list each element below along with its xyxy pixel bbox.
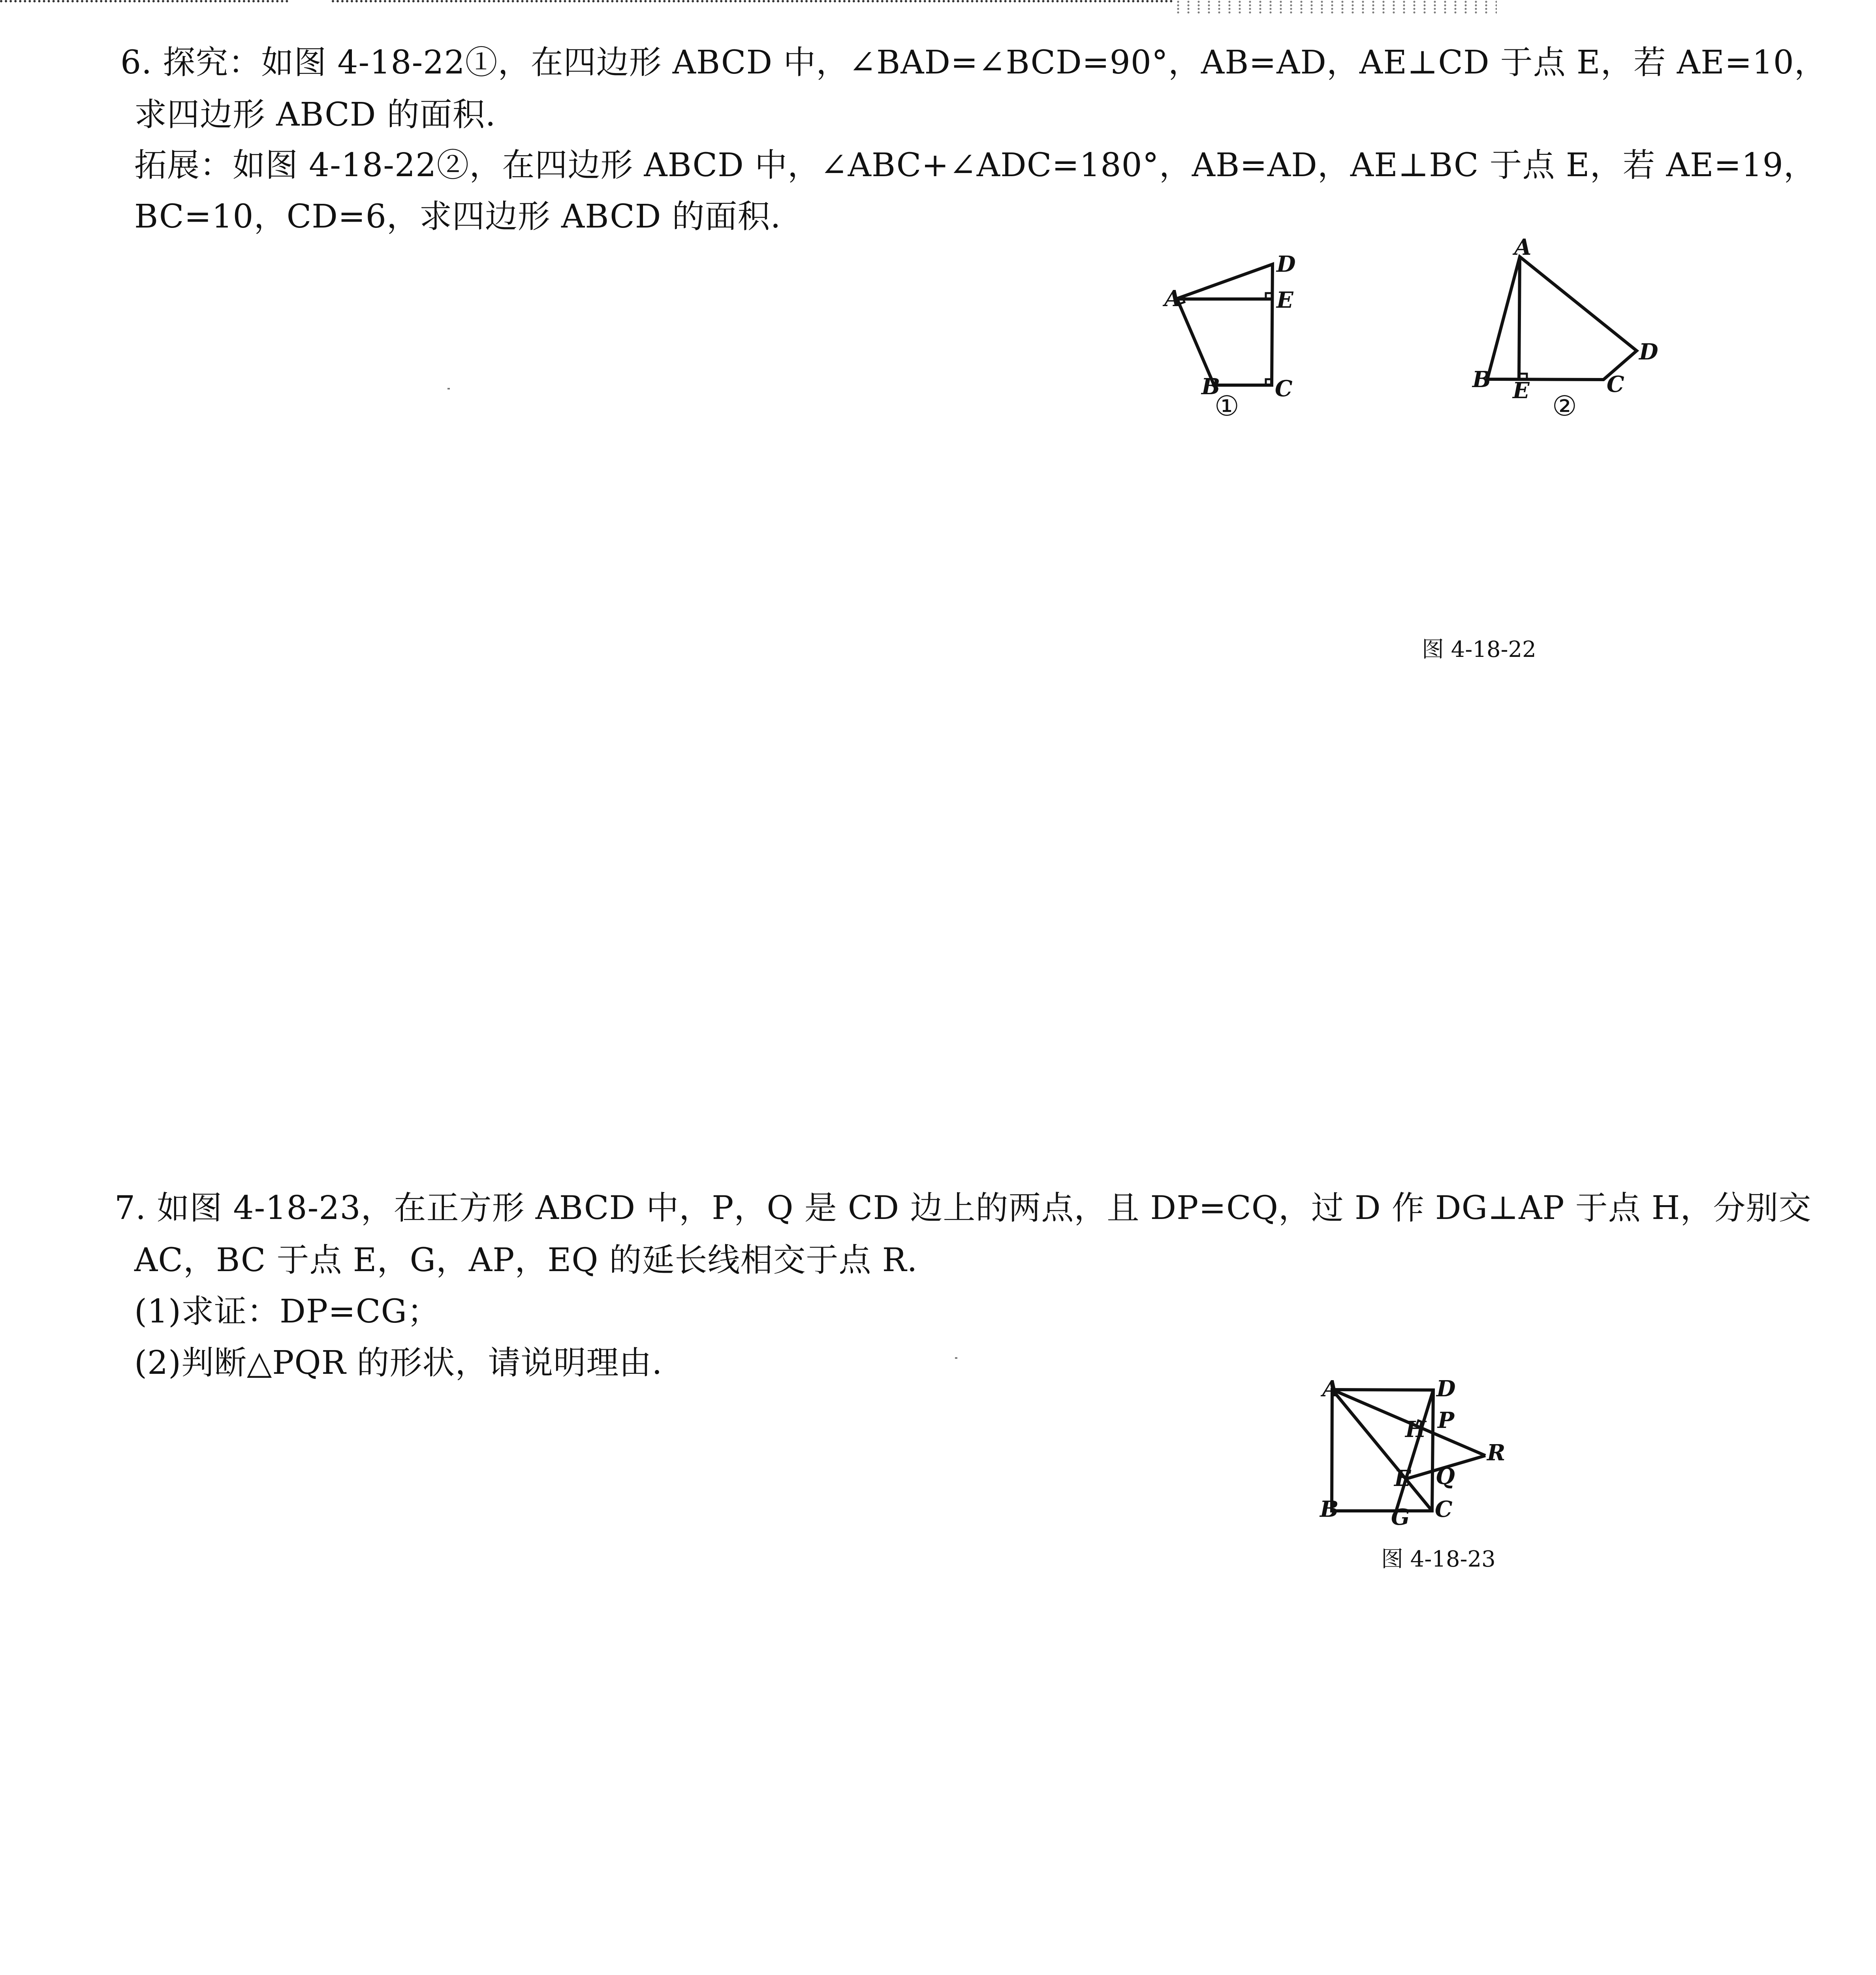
- label-b-2: B: [1472, 367, 1491, 393]
- question7-line1: 7. 如图 4-18-23，在正方形 ABCD 中，P，Q 是 CD 边上的两点，且 DP=CQ，过 D 作 DG⊥AP 于点 H，分别交: [115, 1189, 1812, 1227]
- label-d-2: D: [1639, 339, 1658, 365]
- label-c-3: C: [1435, 1496, 1453, 1522]
- label-c-2: C: [1607, 371, 1624, 397]
- label-e-1: E: [1276, 287, 1293, 313]
- question6-line1: 6. 探究：如图 4-18-22①，在四边形 ABCD 中，∠BAD=∠BCD=90°，AB=AD，AE⊥CD 于点 E，若 AE=10，: [120, 44, 1827, 81]
- question6-line2: 求四边形 ABCD 的面积.: [134, 96, 496, 134]
- label-e-2: E: [1513, 378, 1530, 404]
- question6-line3: 拓展：如图 4-18-22②，在四边形 ABCD 中，∠ABC+∠ADC=180°，AB=AD，AE⊥BC 于点 E，若 AE=19，: [134, 147, 1816, 184]
- scan-speck: [447, 388, 450, 389]
- label-c-1: C: [1275, 376, 1293, 402]
- figure-marker-2: ②: [1552, 390, 1577, 422]
- segment-dg: [1396, 1390, 1433, 1511]
- label-b-3: B: [1320, 1496, 1339, 1522]
- label-h-3: H: [1405, 1416, 1426, 1443]
- question6-line4: BC=10，CD=6，求四边形 ABCD 的面积.: [134, 198, 781, 235]
- label-b-1: B: [1201, 374, 1220, 400]
- label-d-3: D: [1436, 1376, 1456, 1402]
- label-a-2: A: [1514, 234, 1532, 260]
- question7-part1: (1)求证：DP=CG；: [134, 1293, 440, 1330]
- figure-marker-1: ①: [1214, 390, 1239, 422]
- label-q-3: Q: [1436, 1463, 1455, 1490]
- scan-speck: [955, 1357, 957, 1359]
- figure-caption-4-18-23: 图 4-18-23: [1381, 1546, 1496, 1572]
- question7-part2: (2)判断△PQR 的形状，请说明理由.: [134, 1344, 663, 1382]
- label-g-3: G: [1391, 1504, 1410, 1530]
- label-d-1: D: [1276, 251, 1296, 277]
- label-a-3: A: [1322, 1376, 1340, 1402]
- diagonal-ac: [1332, 1390, 1432, 1511]
- label-p-3: P: [1438, 1407, 1455, 1433]
- label-e-3: E: [1394, 1465, 1411, 1492]
- label-a-1: A: [1164, 286, 1182, 312]
- figure-caption-4-18-22: 图 4-18-22: [1422, 637, 1536, 662]
- label-r-3: R: [1487, 1440, 1506, 1466]
- question7-line2: AC，BC 于点 E，G，AP，EQ 的延长线相交于点 R.: [134, 1241, 918, 1279]
